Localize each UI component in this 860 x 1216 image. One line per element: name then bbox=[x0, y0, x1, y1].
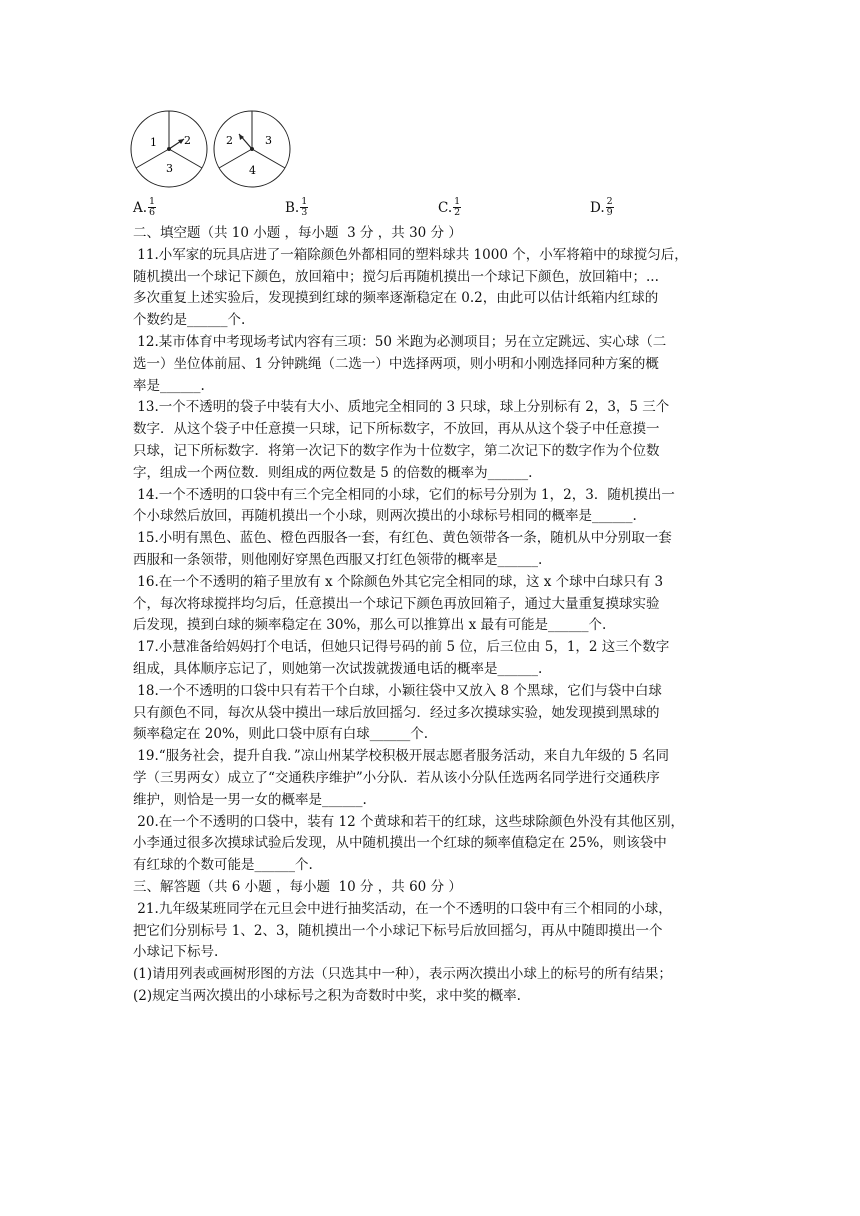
question-line: 只球，记下所标数字．将第一次记下的数字作为十位数字，第二次记下的数字作为个位数 bbox=[133, 442, 660, 459]
question-13 bbox=[133, 397, 733, 484]
question-line: 随机摸出一个球记下颜色，放回箱中；搅匀后再随机摸出一个球记下颜色，放回箱中；... bbox=[133, 268, 659, 285]
question-line: 率是______. bbox=[133, 377, 205, 394]
sub-question-2: (2)规定当两次摸出的小球标号之积为奇数时中奖，求中奖的概率. bbox=[133, 987, 521, 1004]
question-11 bbox=[133, 245, 733, 332]
question-line: 组成，具体顺序忘记了，则她第一次试拨就拨通电话的概率是______. bbox=[133, 660, 543, 677]
question-line: 17.小慧准备给妈妈打个电话，但她只记得号码的前 5 位，后三位由 5，1，2 这三个数字 bbox=[133, 639, 670, 656]
question-line: 11.小军家的玩具店进了一箱除颜色外都相同的塑料球共 1000 个，小军将箱中的球搅匀后， bbox=[133, 246, 688, 263]
question-line: 小李通过很多次摸球试验后发现，从中随机摸出一个红球的频率值稳定在 25%，则该袋中 bbox=[133, 835, 667, 852]
question-line: 12.某市体育中考现场考试内容有三项：50 米跑为必测项目；另在立定跳远、实心球（二 bbox=[133, 333, 667, 350]
sector-label: 3 bbox=[265, 134, 272, 147]
question-line: 15.小明有黑色、蓝色、橙色西服各一套，有红色、黄色领带各一条，随机从中分别取一套 bbox=[133, 530, 672, 547]
choice-letter: D. bbox=[590, 199, 605, 216]
denominator: 9 bbox=[606, 207, 613, 218]
question-line: 20.在一个不透明的口袋中，装有 12 个黄球和若干的红球，这些球除颜色外没有其他区别， bbox=[133, 813, 685, 830]
denominator: 3 bbox=[301, 207, 308, 218]
choice-b bbox=[285, 197, 308, 218]
choice-d bbox=[590, 197, 614, 218]
question-content bbox=[133, 223, 733, 1008]
question-17 bbox=[133, 637, 733, 681]
numerator: 1 bbox=[301, 196, 308, 207]
fraction bbox=[453, 197, 461, 218]
question-line: 只有颜色不同，每次从袋中摸出一球后放回摇匀．经过多次摸球实验，她发现摸到黑球的 bbox=[133, 704, 660, 721]
question-line: 有红球的个数可能是______个. bbox=[133, 857, 313, 874]
question-15 bbox=[133, 528, 733, 572]
question-19 bbox=[133, 746, 733, 811]
section-header-fill-in: 二、填空题（共 10 小题 ，每小题 3 分 ，共 30 分 ） bbox=[133, 225, 462, 241]
question-line: 21.九年级某班同学在元旦会中进行抽奖活动，在一个不透明的口袋中有三个相同的小球， bbox=[133, 900, 672, 917]
question-line: 维护，则恰是一男一女的概率是______. bbox=[133, 791, 367, 808]
numerator: 2 bbox=[606, 196, 613, 207]
question-line: 数字．从这个袋子中任意摸一只球，记下所标数字，不放回，再从从这个袋子中任意摸一 bbox=[133, 421, 660, 438]
question-line: 学（三男两女）成立了“交通秩序维护”小分队．若从该小分队任选两名同学进行交通秩序 bbox=[133, 769, 660, 786]
question-16 bbox=[133, 572, 733, 637]
fraction bbox=[606, 197, 614, 218]
question-line: 13.一个不透明的袋子中装有大小、质地完全相同的 3 只球，球上分别标有 2，3，5 三个 bbox=[133, 399, 670, 416]
question-line: 西服和一条领带，则他刚好穿黑色西服又打红色领带的概率是______. bbox=[133, 551, 543, 568]
left-spinner bbox=[131, 111, 207, 187]
question-21 bbox=[133, 899, 733, 1008]
section-header-answer: 三、解答题（共 6 小题 ，每小题 10 分 ，共 60 分 ） bbox=[133, 878, 462, 895]
numerator: 1 bbox=[454, 196, 461, 207]
choice-letter: C. bbox=[438, 199, 453, 216]
question-20 bbox=[133, 812, 733, 877]
denominator: 6 bbox=[149, 207, 156, 218]
question-line: 16.在一个不透明的箱子里放有 x 个除颜色外其它完全相同的球，这 x 个球中白球只有 3 bbox=[133, 573, 664, 590]
question-line: 个小球然后放回，再随机摸出一个小球，则两次摸出的小球标号相同的概率是______. bbox=[133, 508, 637, 525]
question-line: 14.一个不透明的口袋中有三个完全相同的小球，它们的标号分别为 1，2，3．随机摸出一 bbox=[133, 486, 675, 503]
question-line: 字，组成一个两位数．则组成的两位数是 5 的倍数的概率为______. bbox=[133, 464, 533, 481]
question-line: 个，每次将球搅拌均匀后，任意摸出一个球记下颜色再放回箱子，通过大量重复摸球实验 bbox=[133, 595, 660, 612]
choice-letter: A. bbox=[133, 199, 148, 216]
sector-label: 2 bbox=[184, 134, 191, 147]
choice-a bbox=[133, 197, 156, 218]
question-line: 频率稳定在 20%，则此口袋中原有白球______个. bbox=[133, 726, 429, 743]
question-line: 19.“服务社会，提升自我．”凉山州某学校积极开展志愿者服务活动，来自九年级的 5 名同 bbox=[133, 748, 669, 765]
sector-label: 3 bbox=[166, 162, 173, 175]
fraction bbox=[148, 197, 156, 218]
fraction bbox=[300, 197, 308, 218]
question-line: 个数约是______个. bbox=[133, 312, 246, 329]
sector-label: 2 bbox=[226, 134, 233, 147]
question-line: 把它们分别标号 1、2、3，随机摸出一个小球记下标号后放回摇匀，再从中随即摸出一个 bbox=[133, 922, 663, 939]
sub-question-1: (1)请用列表或画树形图的方法（只选其中一种），表示两次摸出小球上的标号的所有结果； bbox=[133, 966, 672, 983]
question-line: 后发现，摸到白球的频率稳定在 30%，那么可以推算出 x 最有可能是______个. bbox=[133, 617, 607, 634]
sector-label: 4 bbox=[249, 164, 256, 177]
question-12 bbox=[133, 332, 733, 397]
answer-choices bbox=[133, 197, 693, 223]
question-line: 小球记下标号. bbox=[133, 944, 219, 961]
question-line: 选一）坐位体前屈、1 分钟跳绳（二选一）中选择两项，则小明和小刚选择同种方案的概 bbox=[133, 355, 659, 372]
choice-letter: B. bbox=[285, 199, 300, 216]
question-18 bbox=[133, 681, 733, 746]
sector-label: 1 bbox=[150, 136, 157, 149]
right-spinner bbox=[214, 111, 290, 187]
question-line: 18.一个不透明的口袋中只有若干个白球，小颖往袋中又放入 8 个黑球，它们与袋中白球 bbox=[133, 682, 662, 699]
spinner-figure bbox=[128, 106, 298, 194]
numerator: 1 bbox=[149, 196, 156, 207]
choice-c bbox=[438, 197, 461, 218]
denominator: 2 bbox=[454, 207, 461, 218]
question-14 bbox=[133, 485, 733, 529]
question-line: 多次重复上述实验后，发现摸到红球的频率逐渐稳定在 0.2，由此可以估计纸箱内红球的 bbox=[133, 290, 659, 307]
